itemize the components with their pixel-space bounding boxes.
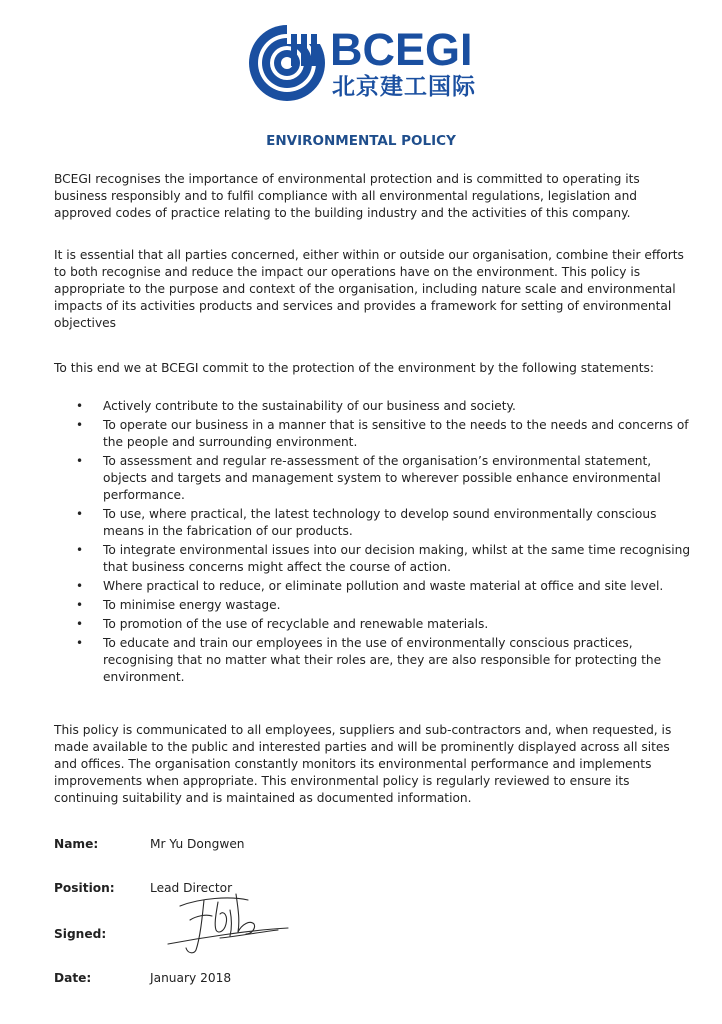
date-label: Date: bbox=[54, 971, 92, 985]
name-value: Mr Yu Dongwen bbox=[150, 837, 245, 851]
list-item bbox=[54, 542, 694, 576]
list-item bbox=[54, 398, 694, 415]
statement-text: To use, where practical, the latest technology to develop sound environmentally conscious means in the fabrication of our products. bbox=[103, 507, 657, 538]
company-logo bbox=[248, 24, 488, 104]
list-item bbox=[54, 506, 694, 540]
bullet-icon: • bbox=[76, 454, 84, 468]
bcegi-logo-icon bbox=[248, 24, 326, 102]
list-item bbox=[54, 578, 694, 595]
logo-chinese-name: 北京建工国际 bbox=[332, 74, 476, 100]
list-item bbox=[54, 453, 694, 504]
statement-text: To assessment and regular re-assessment of the organisation’s environmental statement, objects and targets and management system to wherever possible enhance environmental performance. bbox=[103, 454, 661, 502]
bullet-icon: • bbox=[76, 579, 84, 593]
signed-label: Signed: bbox=[54, 927, 107, 941]
handwritten-signature bbox=[160, 880, 290, 960]
statement-text: To minimise energy wastage. bbox=[103, 598, 281, 612]
scope-paragraph: It is essential that all parties concerned, either within or outside our organisation, combine their efforts to both recognise and reduce the impact our operations have on the environment. This policy is appropriate to the purpose and context of the organisation, including nature scale and environmental impacts of its activities products and services and provides a framework for setting of environmental objectives bbox=[54, 248, 684, 330]
list-item bbox=[54, 597, 694, 614]
statement-text: To operate our business in a manner that is sensitive to the needs to the needs and concerns of the people and surrounding environment. bbox=[103, 418, 689, 449]
bullet-icon: • bbox=[76, 636, 84, 650]
bullet-icon: • bbox=[76, 399, 84, 413]
bullet-icon: • bbox=[76, 543, 84, 557]
bullet-icon: • bbox=[76, 507, 84, 521]
bullet-icon: • bbox=[76, 617, 84, 631]
document-title: ENVIRONMENTAL POLICY bbox=[266, 133, 456, 149]
name-label: Name: bbox=[54, 837, 99, 851]
intro-paragraph: BCEGI recognises the importance of environmental protection and is committed to operating its business responsibly and to fulfil compliance with all environmental regulations, legislation and approved codes of practice relating to the building industry and the activities of this company. bbox=[54, 172, 640, 220]
statement-text: To integrate environmental issues into our decision making, whilst at the same time recognising that business concerns might affect the course of action. bbox=[103, 543, 691, 574]
statement-text: Where practical to reduce, or eliminate pollution and waste material at office and site level. bbox=[103, 579, 664, 593]
statement-text: To educate and train our employees in the use of environmentally conscious practices, recognising that no matter what their roles are, they are also responsible for protecting the environment. bbox=[103, 636, 662, 684]
statement-text: To promotion of the use of recyclable and renewable materials. bbox=[103, 617, 489, 631]
list-item bbox=[54, 635, 694, 686]
commitment-paragraph: To this end we at BCEGI commit to the protection of the environment by the following statements: bbox=[54, 361, 654, 375]
list-item bbox=[54, 616, 694, 633]
bullet-icon: • bbox=[76, 418, 84, 432]
logo-name: BCEGI bbox=[330, 24, 473, 75]
position-label: Position: bbox=[54, 881, 115, 895]
list-item bbox=[54, 417, 694, 451]
communication-paragraph: This policy is communicated to all employees, suppliers and sub-contractors and, when requested, is made available to the public and interested parties and will be prominently displayed across all sites and offices. The organisation constantly monitors its environmental performance and implements improvements when appropriate. This environmental policy is regularly reviewed to ensure its continuing suitability and is maintained as documented information. bbox=[54, 723, 672, 805]
position-value: Lead Director bbox=[150, 881, 233, 895]
bullet-icon: • bbox=[76, 598, 84, 612]
statement-text: Actively contribute to the sustainability of our business and society. bbox=[103, 399, 516, 413]
statements-list bbox=[54, 398, 694, 688]
date-value: January 2018 bbox=[150, 971, 232, 985]
